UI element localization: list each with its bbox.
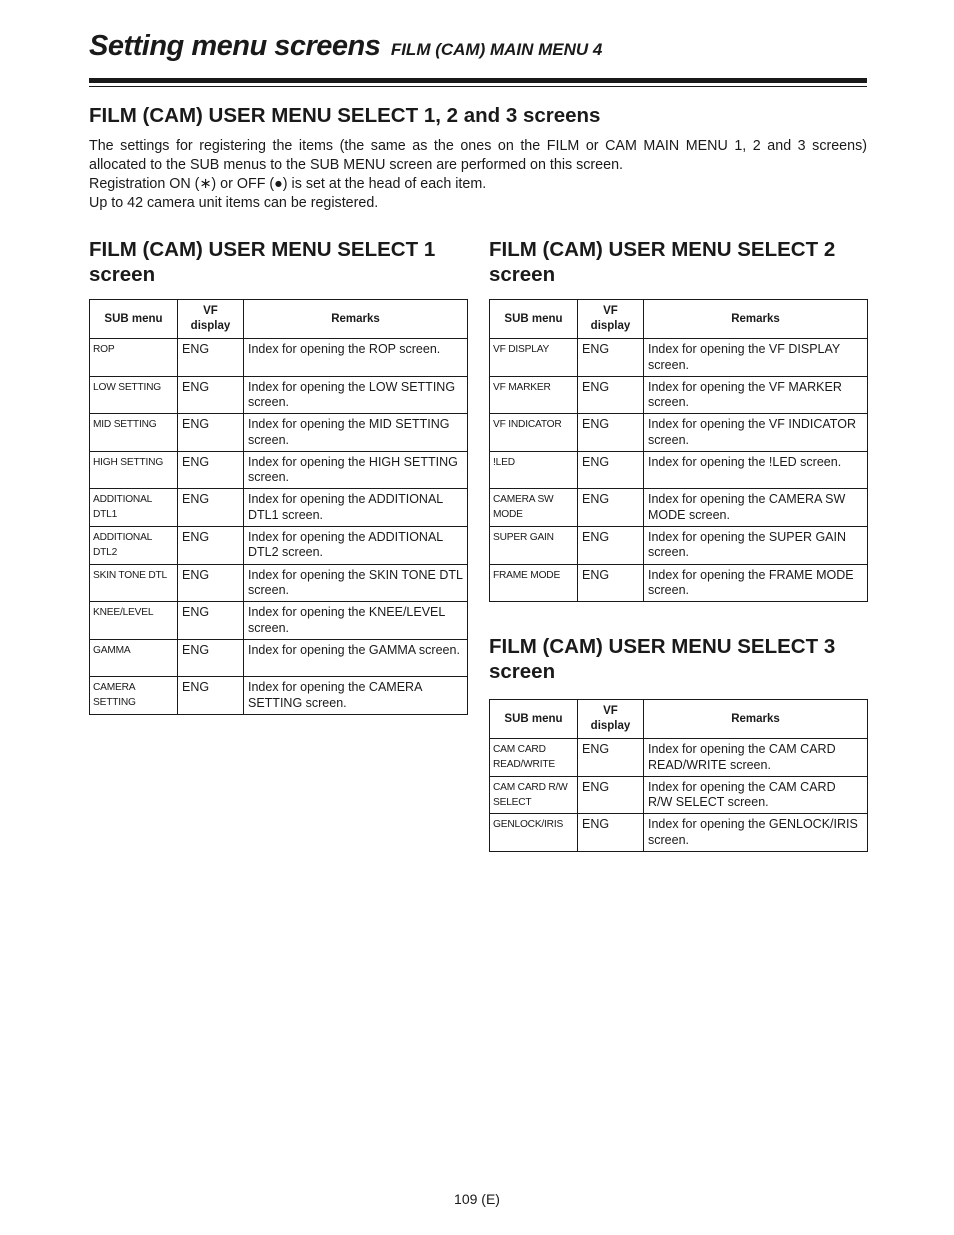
vf-display-cell: ENG <box>178 677 244 715</box>
vf-display-cell: ENG <box>578 564 644 602</box>
table-row <box>90 451 468 489</box>
sub-menu-cell: VF MARKER <box>490 376 578 414</box>
table-row <box>90 602 468 640</box>
header-vf-display <box>178 300 244 339</box>
remarks-cell: Index for opening the ROP screen. <box>244 339 468 377</box>
table-row <box>490 414 868 452</box>
sub-menu-cell: LOW SETTING <box>90 376 178 414</box>
sub-menu-cell: CAMERA SW MODE <box>490 489 578 527</box>
sub-menu-cell: SUPER GAIN <box>490 526 578 564</box>
select3-title-line1: FILM (CAM) USER MENU SELECT 3 <box>489 635 836 658</box>
remarks-cell: Index for opening the SKIN TONE DTL screen. <box>244 564 468 602</box>
vf-display-cell: ENG <box>178 339 244 377</box>
table-row <box>90 564 468 602</box>
remarks-cell: Index for opening the HIGH SETTING screen. <box>244 451 468 489</box>
select2-title-line1: FILM (CAM) USER MENU SELECT 2 <box>489 238 836 261</box>
header-vf-line1: VF <box>603 705 618 717</box>
vf-display-cell: ENG <box>578 376 644 414</box>
remarks-cell: Index for opening the CAM CARD READ/WRITE screen. <box>644 739 868 777</box>
header-vf-display <box>578 300 644 339</box>
remarks-cell: Index for opening the FRAME MODE screen. <box>644 564 868 602</box>
table-row <box>490 451 868 489</box>
remarks-cell: Index for opening the VF INDICATOR screen. <box>644 414 868 452</box>
table-row <box>490 526 868 564</box>
remarks-cell: Index for opening the VF MARKER screen. <box>644 376 868 414</box>
sub-menu-cell: MID SETTING <box>90 414 178 452</box>
sub-menu-cell: FRAME MODE <box>490 564 578 602</box>
header-remarks: Remarks <box>644 700 868 739</box>
sub-menu-cell: GENLOCK/IRIS <box>490 814 578 852</box>
header-vf-line2: display <box>590 320 631 332</box>
intro-paragraph-2: Registration ON (∗) or OFF (●) is set at the head of each item. <box>89 176 487 192</box>
table-row <box>490 564 868 602</box>
select3-table <box>489 699 868 852</box>
sub-menu-cell: SKIN TONE DTL <box>90 564 178 602</box>
sub-menu-cell: VF DISPLAY <box>490 339 578 377</box>
select1-title <box>89 237 435 287</box>
page-header <box>89 30 867 63</box>
header-remarks: Remarks <box>244 300 468 339</box>
intro-paragraph-1: The settings for registering the items (the same as the ones on the FILM or CAM MAIN MENU 1, 2 and 3 screens) allocated to the SUB menus to the SUB MENU screen are performed on this screen. <box>89 138 867 173</box>
table-row <box>490 739 868 777</box>
table-row <box>490 489 868 527</box>
sub-menu-cell: HIGH SETTING <box>90 451 178 489</box>
header-vf-line2: display <box>590 720 631 732</box>
remarks-cell: Index for opening the CAMERA SETTING screen. <box>244 677 468 715</box>
select2-title <box>489 237 835 287</box>
vf-display-cell: ENG <box>578 414 644 452</box>
select1-table <box>89 299 468 715</box>
header-remarks: Remarks <box>644 300 868 339</box>
select1-title-line1: FILM (CAM) USER MENU SELECT 1 <box>89 238 436 261</box>
table-header-row <box>90 300 468 339</box>
sub-menu-cell: ADDITIONAL DTL1 <box>90 489 178 527</box>
table-header-row <box>490 700 868 739</box>
table-row <box>490 776 868 814</box>
sub-menu-cell: CAM CARD READ/WRITE <box>490 739 578 777</box>
remarks-cell: Index for opening the KNEE/LEVEL screen. <box>244 602 468 640</box>
select2-title-line2: screen <box>489 263 556 286</box>
table-row <box>90 489 468 527</box>
remarks-cell: Index for opening the !LED screen. <box>644 451 868 489</box>
select2-table <box>489 299 868 602</box>
vf-display-cell: ENG <box>578 776 644 814</box>
select3-title-line2: screen <box>489 660 556 683</box>
remarks-cell: Index for opening the ADDITIONAL DTL2 screen. <box>244 526 468 564</box>
remarks-cell: Index for opening the ADDITIONAL DTL1 screen. <box>244 489 468 527</box>
vf-display-cell: ENG <box>578 451 644 489</box>
select1-title-line2: screen <box>89 263 156 286</box>
table-row <box>490 339 868 377</box>
vf-display-cell: ENG <box>178 376 244 414</box>
page-title: Setting menu screens <box>89 30 381 62</box>
vf-display-cell: ENG <box>178 564 244 602</box>
vf-display-cell: ENG <box>578 526 644 564</box>
header-vf-line1: VF <box>603 305 618 317</box>
page-subtitle: FILM (CAM) MAIN MENU 4 <box>390 40 603 59</box>
remarks-cell: Index for opening the MID SETTING screen. <box>244 414 468 452</box>
sub-menu-cell: CAMERA SETTING <box>90 677 178 715</box>
vf-display-cell: ENG <box>578 739 644 777</box>
remarks-cell: Index for opening the GAMMA screen. <box>244 639 468 677</box>
table-row <box>90 414 468 452</box>
table-row <box>90 376 468 414</box>
table-row <box>90 339 468 377</box>
sub-menu-cell: CAM CARD R/W SELECT <box>490 776 578 814</box>
sub-menu-cell: KNEE/LEVEL <box>90 602 178 640</box>
select3-title <box>489 634 835 684</box>
intro-paragraph-3: Up to 42 camera unit items can be registered. <box>89 195 379 211</box>
table-row <box>490 376 868 414</box>
remarks-cell: Index for opening the GENLOCK/IRIS screen. <box>644 814 868 852</box>
vf-display-cell: ENG <box>178 602 244 640</box>
remarks-cell: Index for opening the CAMERA SW MODE screen. <box>644 489 868 527</box>
sub-menu-cell: GAMMA <box>90 639 178 677</box>
header-rule-thin <box>89 86 867 87</box>
sub-menu-cell: VF INDICATOR <box>490 414 578 452</box>
header-vf-display <box>578 700 644 739</box>
remarks-cell: Index for opening the VF DISPLAY screen. <box>644 339 868 377</box>
table-row <box>90 639 468 677</box>
table-header-row <box>490 300 868 339</box>
vf-display-cell: ENG <box>578 339 644 377</box>
remarks-cell: Index for opening the SUPER GAIN screen. <box>644 526 868 564</box>
table-row <box>90 526 468 564</box>
header-rule-thick <box>89 78 867 83</box>
remarks-cell: Index for opening the CAM CARD R/W SELECT screen. <box>644 776 868 814</box>
intro-text <box>89 137 867 213</box>
header-vf-line1: VF <box>203 305 218 317</box>
header-sub-menu: SUB menu <box>90 300 178 339</box>
vf-display-cell: ENG <box>578 489 644 527</box>
vf-display-cell: ENG <box>178 451 244 489</box>
vf-display-cell: ENG <box>578 814 644 852</box>
vf-display-cell: ENG <box>178 489 244 527</box>
vf-display-cell: ENG <box>178 639 244 677</box>
table-row <box>90 677 468 715</box>
header-sub-menu: SUB menu <box>490 700 578 739</box>
header-sub-menu: SUB menu <box>490 300 578 339</box>
table-row <box>490 814 868 852</box>
page-number: 109 (E) <box>454 1191 500 1207</box>
remarks-cell: Index for opening the LOW SETTING screen. <box>244 376 468 414</box>
header-vf-line2: display <box>190 320 231 332</box>
vf-display-cell: ENG <box>178 414 244 452</box>
vf-display-cell: ENG <box>178 526 244 564</box>
sub-menu-cell: ADDITIONAL DTL2 <box>90 526 178 564</box>
sub-menu-cell: !LED <box>490 451 578 489</box>
sub-menu-cell: ROP <box>90 339 178 377</box>
section-title: FILM (CAM) USER MENU SELECT 1, 2 and 3 screens <box>89 104 601 127</box>
